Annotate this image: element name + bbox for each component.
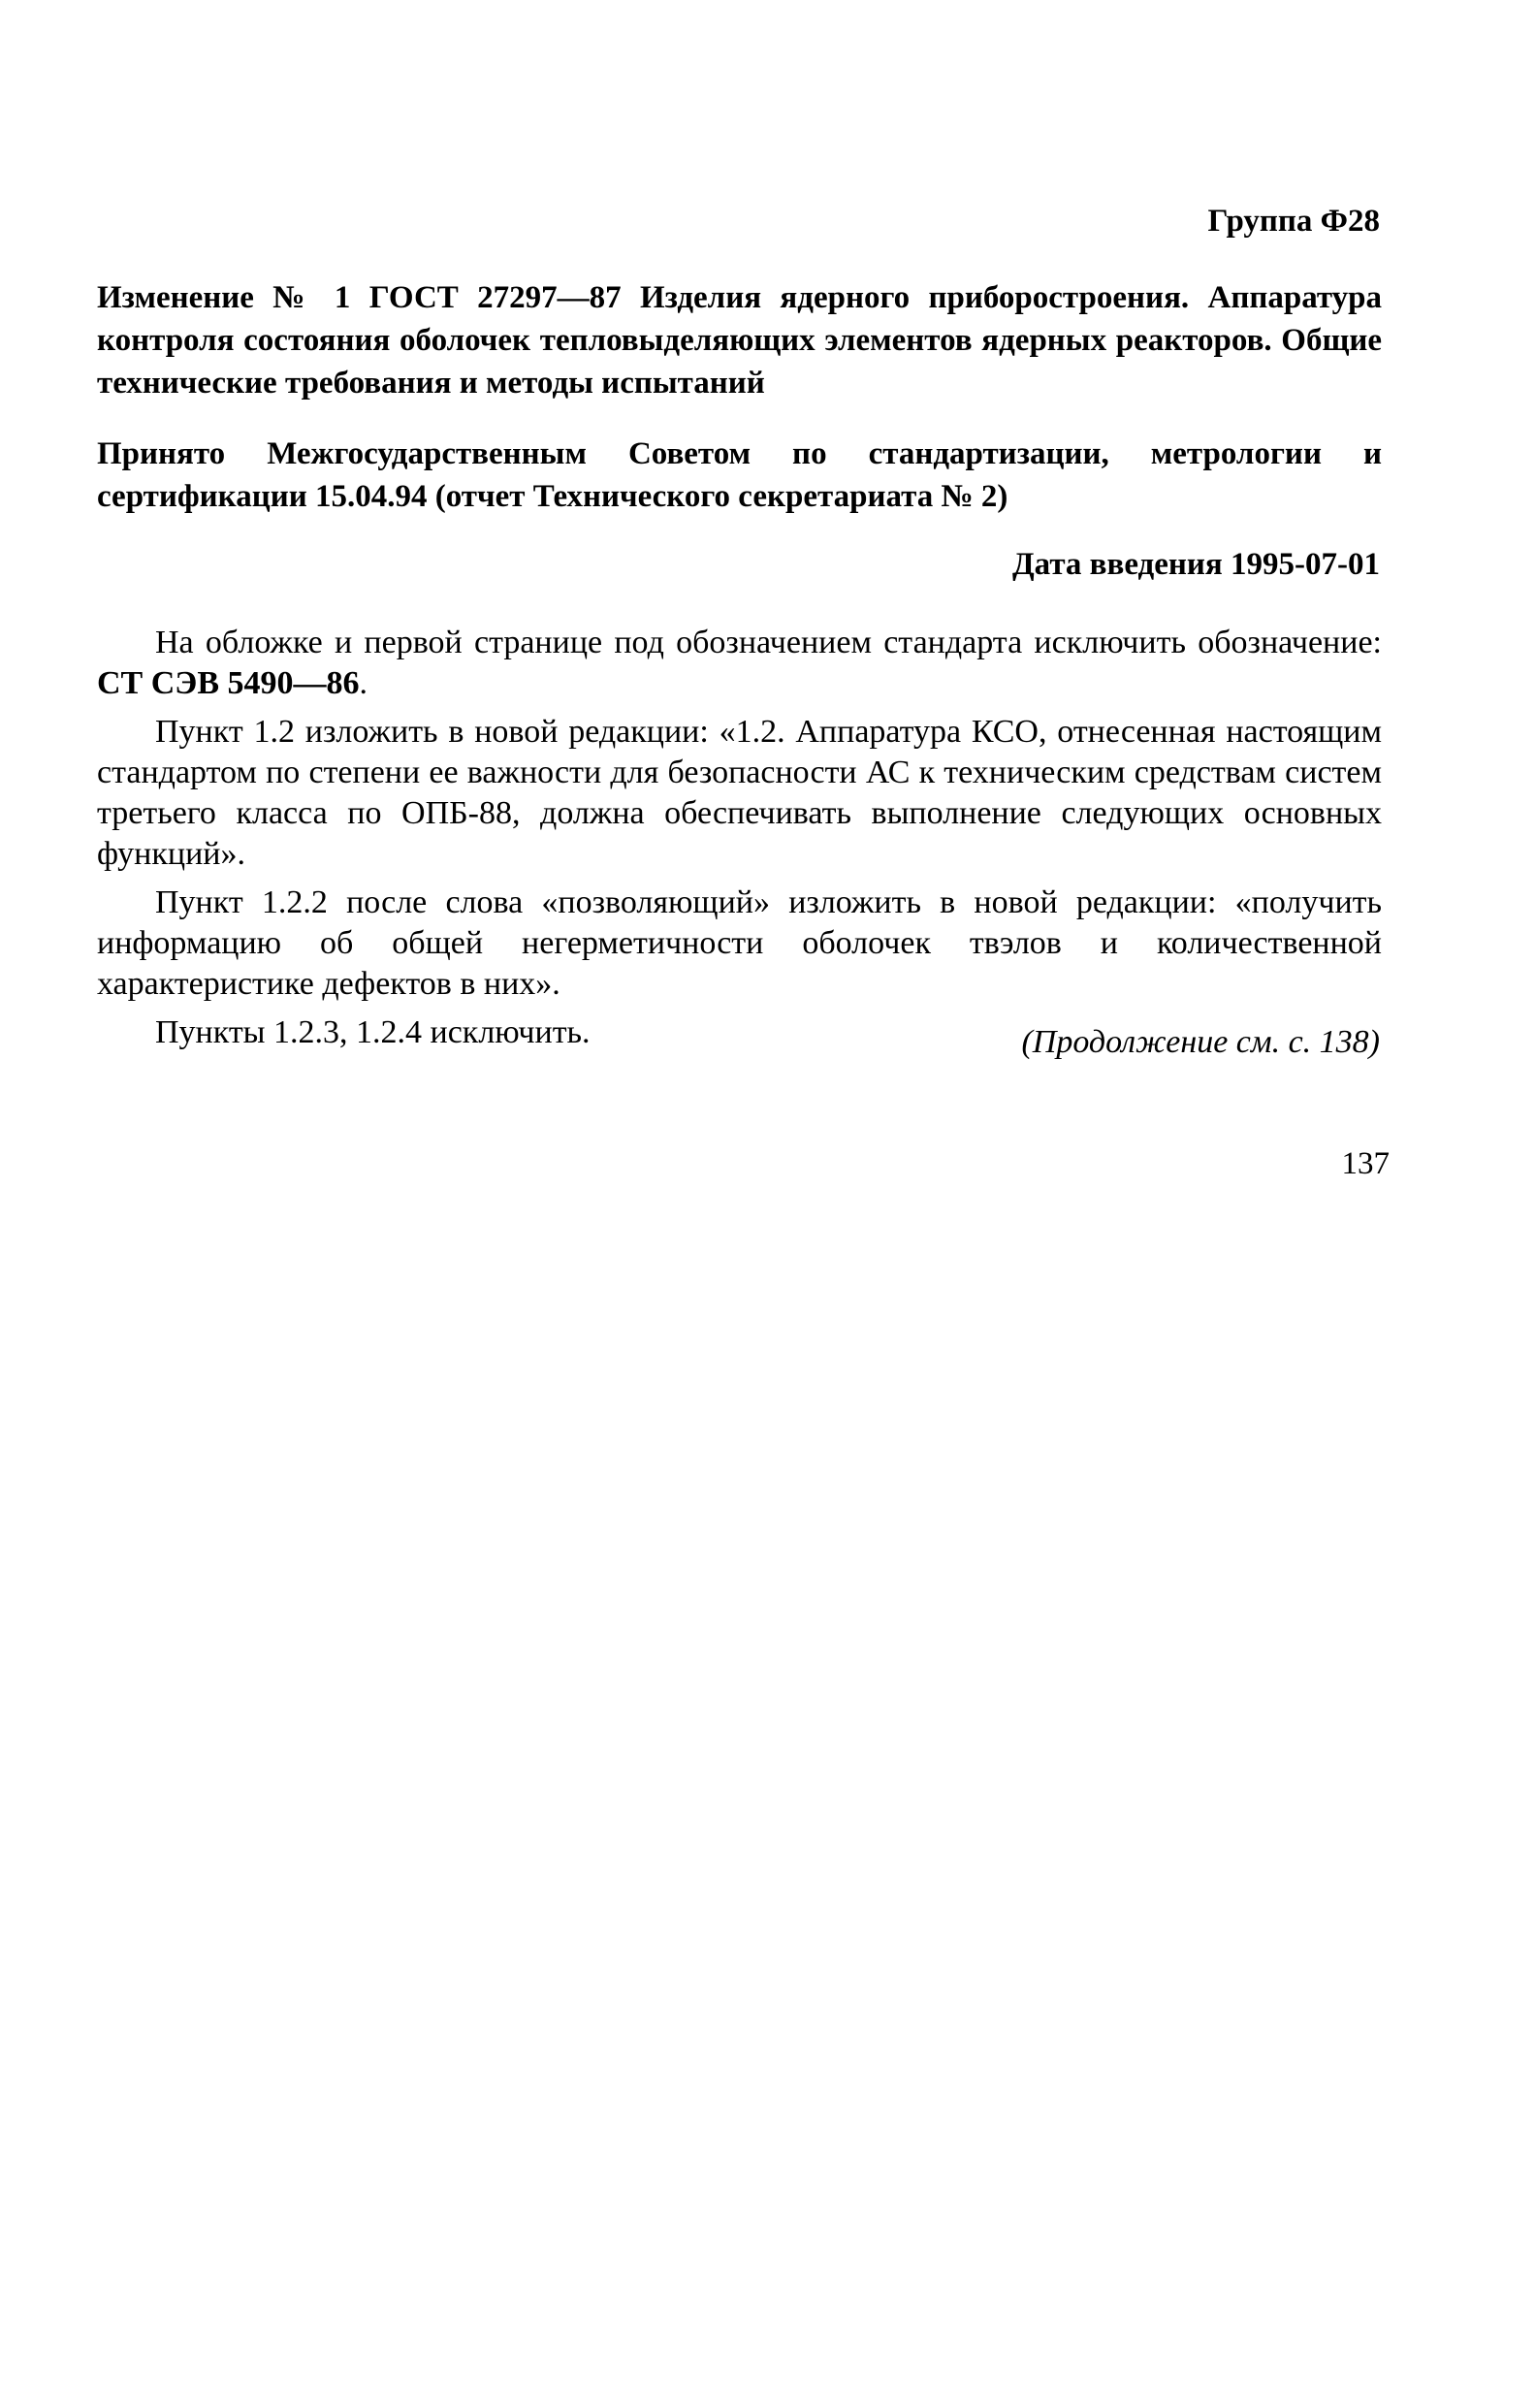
continued-note: (Продолжение см. с. 138)	[1021, 1024, 1380, 1060]
paragraph-clauses-excluded: Пункты 1.2.3, 1.2.4 исключить.	[155, 1014, 591, 1050]
introduction-date: Дата введения 1995-07-01	[1011, 547, 1380, 582]
paragraph-clause-1-2-2: Пункт 1.2.2 после слова «позволяющий» изложить в новой редакции: «получить информацию об общей негерметичности оболочек твэлов и количественной характеристике дефектов в них».	[97, 884, 1382, 1002]
paragraph-1-text: На обложке и первой странице под обозначением стандарта исключить обозначение:	[155, 625, 1382, 660]
group-code: Группа Ф28	[1207, 204, 1380, 239]
standard-designation: СТ СЭВ 5490—86	[97, 665, 360, 701]
paragraph-clause-1-2: Пункт 1.2 изложить в новой редакции: «1.2. Аппаратура КСО, отнесенная настоящим стандартом по степени ее важности для безопасности АС к техническим средствам систем третьего класса по ОПБ-88, должна обеспечивать выполнение следующих основных функций».	[97, 714, 1382, 872]
paragraph-cover-designation	[97, 623, 1382, 704]
amendment-title: Изменение № 1 ГОСТ 27297—87 Изделия ядерного приборостроения. Аппаратура контроля состояния оболочек тепловыделяющих элементов ядерных реакторов. Общие технические требования и методы испытаний	[97, 280, 1382, 401]
page-number: 137	[1341, 1146, 1390, 1181]
amendment-body	[97, 623, 1382, 1061]
adoption-note: Принято Межгосударственным Советом по стандартизации, метрологии и сертификации 15.04.94 (отчет Технического секретариата № 2)	[97, 436, 1382, 514]
paragraph-1-end: .	[359, 665, 368, 701]
